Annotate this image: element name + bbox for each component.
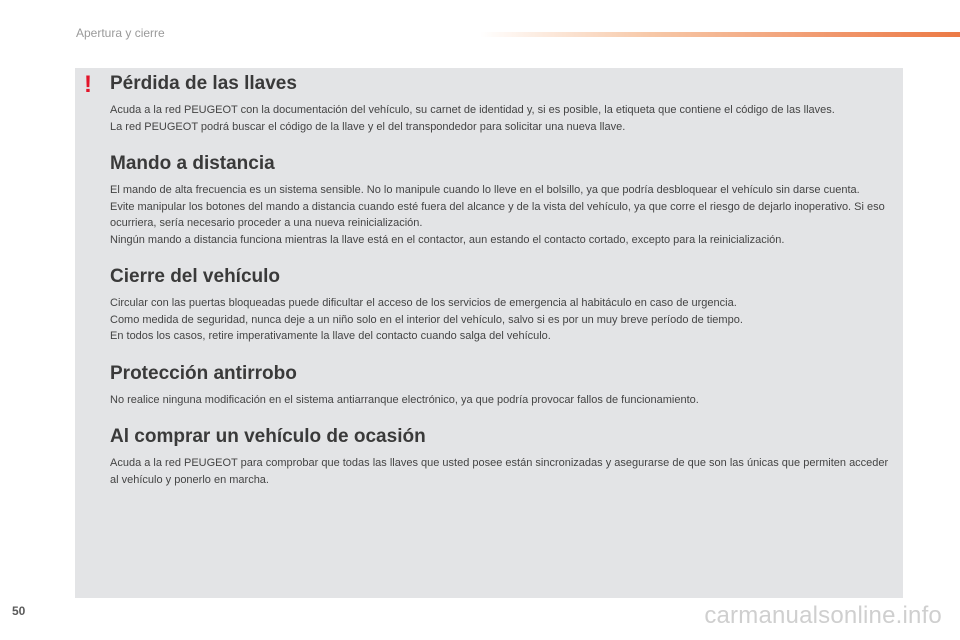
section-remote-control (110, 153, 890, 248)
warning-content (110, 73, 890, 506)
section-paragraph: No realice ninguna modificación en el sistema antiarranque electrónico, ya que podría provocar fallos de funcionamiento. (110, 393, 699, 406)
section-paragraph: Ningún mando a distancia funciona mientras la llave está en el contactor, aun estando el contacto cortado, excepto para la reinicialización. (110, 233, 785, 246)
section-paragraph: El mando de alta frecuencia es un sistema sensible. No lo manipule cuando lo lleve en el bolsillo, ya que podría desbloquear el vehículo sin darse cuenta. (110, 184, 860, 196)
section-title: Cierre del vehículo (110, 266, 281, 287)
section-title: Mando a distancia (110, 153, 275, 174)
section-title: Protección antirrobo (110, 362, 297, 384)
chapter-title: Apertura y cierre (76, 26, 165, 40)
section-paragraph: Como medida de seguridad, nunca deje a un niño solo en el interior del vehículo, salvo si es por un muy breve período de tiempo. (110, 313, 743, 326)
section-used-vehicle (110, 426, 890, 488)
section-paragraph: Evite manipular los botones del mando a distancia cuando esté fuera del alcance y de la vista del vehículo, ya que corre el riesgo de dejarlo inoperativo. Si eso ocurriera, sería necesario proceder a una nueva reinicialización. (110, 200, 885, 229)
section-paragraph: Circular con las puertas bloqueadas puede dificultar el acceso de los servicios de emergencia al habitáculo en caso de urgencia. (110, 297, 737, 309)
section-paragraph: La red PEUGEOT podrá buscar el código de la llave y el del transpondedor para solicitar una nueva llave. (110, 120, 626, 133)
header-accent-bar (480, 32, 960, 37)
section-paragraph: Acuda a la red PEUGEOT para comprobar que todas las llaves que usted posee están sincronizadas y asegurarse de que son las únicas que permiten acceder al vehículo y ponerlo en marcha. (110, 457, 889, 486)
section-title: Pérdida de las llaves (110, 73, 297, 94)
section-lost-keys (110, 73, 890, 135)
watermark-text: carmanualsonline.info (704, 602, 942, 629)
page-number: 50 (12, 604, 26, 618)
section-paragraph: En todos los casos, retire imperativamente la llave del contacto cuando salga del vehículo. (110, 330, 551, 342)
section-anti-theft (110, 363, 890, 409)
section-vehicle-locking (110, 266, 890, 345)
exclamation-icon: ! (84, 71, 92, 98)
section-paragraph: Acuda a la red PEUGEOT con la documentación del vehículo, su carnet de identidad y, si es posible, la etiqueta que contiene el código de las llaves. (110, 104, 835, 116)
section-title: Al comprar un vehículo de ocasión (110, 426, 426, 447)
